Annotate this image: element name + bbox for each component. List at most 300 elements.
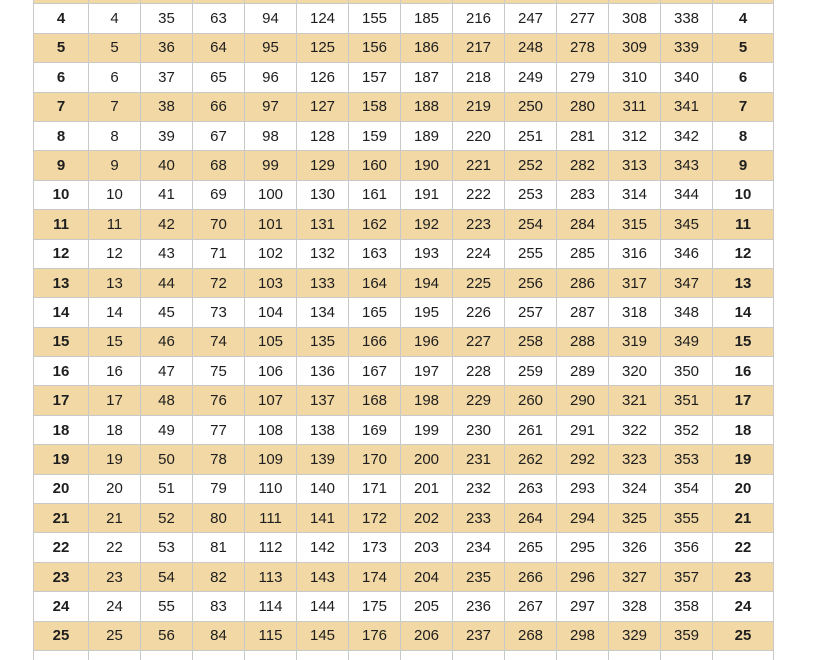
- table-row: [34, 327, 774, 356]
- day-of-year-cell: 252: [505, 151, 557, 180]
- day-of-year-cell: 174: [349, 562, 401, 591]
- day-of-year-cell: 105: [245, 327, 297, 356]
- day-of-year-cell: 353: [661, 445, 713, 474]
- day-of-year-cell: 295: [557, 533, 609, 562]
- day-of-year-cell: 261: [505, 415, 557, 444]
- day-of-year-cell: 349: [661, 327, 713, 356]
- day-of-year-cell: 38: [141, 92, 193, 121]
- day-of-year-cell: 319: [609, 327, 661, 356]
- day-of-year-cell: 166: [349, 327, 401, 356]
- day-of-month-cell: 10: [713, 180, 774, 209]
- day-of-year-cell: 21: [89, 504, 141, 533]
- day-of-month-cell: 23: [713, 562, 774, 591]
- day-of-year-cell: 311: [609, 92, 661, 121]
- day-of-month-cell: 24: [34, 592, 89, 621]
- day-of-year-cell: 94: [245, 4, 297, 33]
- day-of-year-cell: 109: [245, 445, 297, 474]
- day-of-year-cell: 49: [141, 415, 193, 444]
- day-of-year-cell: 167: [349, 357, 401, 386]
- day-of-year-cell: 100: [245, 180, 297, 209]
- day-of-year-cell: 250: [505, 92, 557, 121]
- day-of-year-cell: 50: [141, 445, 193, 474]
- table-row: [34, 180, 774, 209]
- day-of-year-cell: 204: [401, 562, 453, 591]
- day-of-year-cell: 205: [401, 592, 453, 621]
- day-of-year-cell: [297, 650, 349, 660]
- day-of-year-cell: 278: [557, 33, 609, 62]
- day-of-year-cell: 352: [661, 415, 713, 444]
- day-of-year-cell: 217: [453, 33, 505, 62]
- day-of-year-cell: 52: [141, 504, 193, 533]
- day-of-year-cell: 63: [193, 4, 245, 33]
- day-of-year-cell: 266: [505, 562, 557, 591]
- day-of-year-cell: 131: [297, 210, 349, 239]
- day-of-year-cell: 359: [661, 621, 713, 650]
- day-of-year-cell: 318: [609, 298, 661, 327]
- day-of-year-cell: 346: [661, 239, 713, 268]
- day-of-year-cell: 74: [193, 327, 245, 356]
- day-of-year-cell: 134: [297, 298, 349, 327]
- day-of-year-cell: [453, 650, 505, 660]
- day-of-month-cell: [713, 650, 774, 660]
- day-of-year-cell: 160: [349, 151, 401, 180]
- table-row: [34, 386, 774, 415]
- day-of-year-cell: 39: [141, 121, 193, 150]
- table-row: [34, 474, 774, 503]
- day-of-year-cell: 143: [297, 562, 349, 591]
- day-of-year-cell: 168: [349, 386, 401, 415]
- day-of-year-cell: 108: [245, 415, 297, 444]
- day-of-year-cell: [557, 650, 609, 660]
- day-of-year-cell: 253: [505, 180, 557, 209]
- day-of-year-cell: 107: [245, 386, 297, 415]
- day-of-year-cell: 156: [349, 33, 401, 62]
- day-of-year-cell: 221: [453, 151, 505, 180]
- day-of-year-table: [33, 0, 774, 660]
- table-row: [34, 621, 774, 650]
- day-of-year-cell: [401, 650, 453, 660]
- day-of-year-cell: 163: [349, 239, 401, 268]
- day-of-year-cell: [349, 650, 401, 660]
- table-row: [34, 533, 774, 562]
- day-of-year-cell: 142: [297, 533, 349, 562]
- day-of-year-cell: 249: [505, 63, 557, 92]
- day-of-year-cell: 227: [453, 327, 505, 356]
- day-of-year-cell: 350: [661, 357, 713, 386]
- day-of-year-cell: 106: [245, 357, 297, 386]
- day-of-year-cell: 99: [245, 151, 297, 180]
- day-of-year-cell: 138: [297, 415, 349, 444]
- day-of-year-cell: 139: [297, 445, 349, 474]
- day-of-year-cell: 251: [505, 121, 557, 150]
- day-of-year-cell: 196: [401, 327, 453, 356]
- day-of-year-cell: 291: [557, 415, 609, 444]
- day-of-year-cell: 347: [661, 268, 713, 297]
- table-row: [34, 4, 774, 33]
- day-of-year-cell: 224: [453, 239, 505, 268]
- table-row: [34, 63, 774, 92]
- day-of-year-cell: 73: [193, 298, 245, 327]
- day-of-year-cell: 96: [245, 63, 297, 92]
- day-of-year-cell: 54: [141, 562, 193, 591]
- day-of-year-cell: 357: [661, 562, 713, 591]
- day-of-year-cell: 129: [297, 151, 349, 180]
- day-of-year-cell: 4: [89, 4, 141, 33]
- day-of-year-cell: 294: [557, 504, 609, 533]
- day-of-year-cell: 313: [609, 151, 661, 180]
- day-of-year-cell: 308: [609, 4, 661, 33]
- day-of-year-cell: 230: [453, 415, 505, 444]
- day-of-year-cell: 132: [297, 239, 349, 268]
- day-of-year-cell: 11: [89, 210, 141, 239]
- day-of-year-cell: 10: [89, 180, 141, 209]
- day-of-year-cell: 293: [557, 474, 609, 503]
- day-of-year-cell: 76: [193, 386, 245, 415]
- day-of-year-cell: 351: [661, 386, 713, 415]
- day-of-year-cell: 248: [505, 33, 557, 62]
- day-of-year-cell: 267: [505, 592, 557, 621]
- day-of-year-cell: 229: [453, 386, 505, 415]
- day-of-year-cell: 340: [661, 63, 713, 92]
- day-of-year-cell: 348: [661, 298, 713, 327]
- table-row: [34, 592, 774, 621]
- day-of-year-cell: 310: [609, 63, 661, 92]
- day-of-year-cell: 36: [141, 33, 193, 62]
- day-of-year-cell: 112: [245, 533, 297, 562]
- day-of-year-cell: 41: [141, 180, 193, 209]
- day-of-year-cell: 185: [401, 4, 453, 33]
- day-of-month-cell: 15: [34, 327, 89, 356]
- day-of-year-cell: 234: [453, 533, 505, 562]
- day-of-year-cell: 292: [557, 445, 609, 474]
- day-of-year-cell: 237: [453, 621, 505, 650]
- day-of-year-cell: 358: [661, 592, 713, 621]
- day-of-year-cell: 20: [89, 474, 141, 503]
- day-of-year-cell: 157: [349, 63, 401, 92]
- day-of-year-cell: 69: [193, 180, 245, 209]
- day-of-year-cell: 125: [297, 33, 349, 62]
- day-of-year-cell: 231: [453, 445, 505, 474]
- day-of-year-cell: 286: [557, 268, 609, 297]
- day-of-year-cell: 258: [505, 327, 557, 356]
- day-of-year-cell: 66: [193, 92, 245, 121]
- day-of-year-cell: 82: [193, 562, 245, 591]
- day-of-month-cell: 14: [34, 298, 89, 327]
- day-of-month-cell: 4: [713, 4, 774, 33]
- day-of-year-cell: 164: [349, 268, 401, 297]
- day-of-year-cell: 17: [89, 386, 141, 415]
- day-of-year-cell: 140: [297, 474, 349, 503]
- day-of-year-cell: 75: [193, 357, 245, 386]
- day-of-year-cell: 19: [89, 445, 141, 474]
- table-row-clipped: [34, 650, 774, 660]
- day-of-month-cell: 13: [34, 268, 89, 297]
- day-of-year-cell: 287: [557, 298, 609, 327]
- day-of-year-cell: 115: [245, 621, 297, 650]
- day-of-month-cell: 12: [34, 239, 89, 268]
- day-of-year-cell: 67: [193, 121, 245, 150]
- day-of-year-cell: 199: [401, 415, 453, 444]
- table-row: [34, 445, 774, 474]
- day-of-year-cell: 197: [401, 357, 453, 386]
- day-of-year-cell: 14: [89, 298, 141, 327]
- day-of-year-cell: 169: [349, 415, 401, 444]
- day-of-year-cell: 51: [141, 474, 193, 503]
- day-of-year-cell: 316: [609, 239, 661, 268]
- day-of-year-cell: 42: [141, 210, 193, 239]
- day-of-year-cell: 228: [453, 357, 505, 386]
- day-of-year-cell: 317: [609, 268, 661, 297]
- day-of-year-cell: 193: [401, 239, 453, 268]
- day-of-year-cell: 9: [89, 151, 141, 180]
- day-of-year-cell: 136: [297, 357, 349, 386]
- day-of-year-cell: 262: [505, 445, 557, 474]
- day-of-year-cell: 176: [349, 621, 401, 650]
- day-of-month-cell: 17: [34, 386, 89, 415]
- day-of-year-cell: 46: [141, 327, 193, 356]
- day-of-year-cell: 314: [609, 180, 661, 209]
- day-of-year-cell: 8: [89, 121, 141, 150]
- day-of-year-cell: 195: [401, 298, 453, 327]
- day-of-year-cell: 341: [661, 92, 713, 121]
- day-of-year-cell: 188: [401, 92, 453, 121]
- day-of-year-cell: 284: [557, 210, 609, 239]
- day-of-year-cell: 344: [661, 180, 713, 209]
- day-of-year-cell: 325: [609, 504, 661, 533]
- table-row: [34, 33, 774, 62]
- day-of-month-cell: 20: [34, 474, 89, 503]
- day-of-year-cell: 259: [505, 357, 557, 386]
- day-of-year-cell: 98: [245, 121, 297, 150]
- day-of-year-cell: 187: [401, 63, 453, 92]
- day-of-month-cell: 22: [713, 533, 774, 562]
- day-of-year-cell: 281: [557, 121, 609, 150]
- day-of-year-cell: 15: [89, 327, 141, 356]
- day-of-year-cell: 102: [245, 239, 297, 268]
- day-of-year-cell: 47: [141, 357, 193, 386]
- day-of-year-cell: 280: [557, 92, 609, 121]
- day-of-year-cell: 320: [609, 357, 661, 386]
- table-row: [34, 357, 774, 386]
- day-of-year-cell: 13: [89, 268, 141, 297]
- table-row: [34, 562, 774, 591]
- day-of-year-cell: 23: [89, 562, 141, 591]
- day-of-year-cell: 133: [297, 268, 349, 297]
- day-of-year-cell: 326: [609, 533, 661, 562]
- day-of-year-cell: 81: [193, 533, 245, 562]
- day-of-year-cell: 95: [245, 33, 297, 62]
- day-of-month-cell: 5: [713, 33, 774, 62]
- day-of-month-cell: 22: [34, 533, 89, 562]
- day-of-month-cell: 24: [713, 592, 774, 621]
- table-row: [34, 298, 774, 327]
- day-of-year-cell: 264: [505, 504, 557, 533]
- day-of-year-cell: 65: [193, 63, 245, 92]
- day-of-year-cell: 265: [505, 533, 557, 562]
- day-of-year-cell: 83: [193, 592, 245, 621]
- day-of-year-cell: 6: [89, 63, 141, 92]
- day-of-month-cell: [34, 650, 89, 660]
- day-of-month-cell: 6: [34, 63, 89, 92]
- day-of-month-cell: 25: [713, 621, 774, 650]
- day-of-month-cell: 8: [34, 121, 89, 150]
- day-of-year-cell: 257: [505, 298, 557, 327]
- day-of-year-cell: 113: [245, 562, 297, 591]
- day-of-year-cell: 268: [505, 621, 557, 650]
- day-of-year-cell: 321: [609, 386, 661, 415]
- day-of-year-cell: 35: [141, 4, 193, 33]
- day-of-year-cell: 288: [557, 327, 609, 356]
- day-of-year-cell: 279: [557, 63, 609, 92]
- day-of-year-cell: 343: [661, 151, 713, 180]
- table-row: [34, 504, 774, 533]
- day-of-year-cell: 289: [557, 357, 609, 386]
- day-of-year-cell: [609, 650, 661, 660]
- day-of-month-cell: 18: [34, 415, 89, 444]
- day-of-year-cell: 130: [297, 180, 349, 209]
- day-of-month-cell: 13: [713, 268, 774, 297]
- day-of-year-cell: 44: [141, 268, 193, 297]
- day-of-year-cell: 345: [661, 210, 713, 239]
- day-of-year-cell: 175: [349, 592, 401, 621]
- day-of-month-cell: 7: [713, 92, 774, 121]
- day-of-year-cell: 170: [349, 445, 401, 474]
- day-of-year-cell: 165: [349, 298, 401, 327]
- day-of-year-cell: 323: [609, 445, 661, 474]
- day-of-year-cell: 72: [193, 268, 245, 297]
- day-of-month-cell: 20: [713, 474, 774, 503]
- day-of-year-cell: 190: [401, 151, 453, 180]
- table-row: [34, 210, 774, 239]
- day-of-year-cell: 232: [453, 474, 505, 503]
- day-of-year-cell: 12: [89, 239, 141, 268]
- day-of-year-cell: 5: [89, 33, 141, 62]
- day-of-month-cell: 9: [34, 151, 89, 180]
- day-of-year-cell: 297: [557, 592, 609, 621]
- day-of-year-cell: 43: [141, 239, 193, 268]
- day-of-month-cell: 19: [713, 445, 774, 474]
- day-of-year-cell: 37: [141, 63, 193, 92]
- day-of-month-cell: 18: [713, 415, 774, 444]
- day-of-year-cell: 104: [245, 298, 297, 327]
- day-of-year-cell: 171: [349, 474, 401, 503]
- day-of-month-cell: 17: [713, 386, 774, 415]
- day-of-year-cell: 111: [245, 504, 297, 533]
- day-of-year-cell: 97: [245, 92, 297, 121]
- day-of-month-cell: 9: [713, 151, 774, 180]
- day-of-year-cell: 218: [453, 63, 505, 92]
- day-of-year-cell: 173: [349, 533, 401, 562]
- day-of-year-cell: 45: [141, 298, 193, 327]
- day-of-year-cell: 161: [349, 180, 401, 209]
- day-of-year-cell: 55: [141, 592, 193, 621]
- day-of-month-cell: 15: [713, 327, 774, 356]
- day-of-year-cell: 285: [557, 239, 609, 268]
- day-of-year-cell: 71: [193, 239, 245, 268]
- day-of-year-cell: 186: [401, 33, 453, 62]
- day-of-year-cell: 338: [661, 4, 713, 33]
- day-of-year-cell: 53: [141, 533, 193, 562]
- day-of-year-cell: 324: [609, 474, 661, 503]
- day-of-year-cell: 220: [453, 121, 505, 150]
- day-of-month-cell: 14: [713, 298, 774, 327]
- table-row: [34, 415, 774, 444]
- table-row: [34, 239, 774, 268]
- table-row: [34, 92, 774, 121]
- day-of-year-cell: 48: [141, 386, 193, 415]
- day-of-month-cell: 12: [713, 239, 774, 268]
- day-of-year-cell: [141, 650, 193, 660]
- day-of-year-cell: 233: [453, 504, 505, 533]
- day-of-year-cell: 339: [661, 33, 713, 62]
- day-of-year-cell: 342: [661, 121, 713, 150]
- day-of-year-cell: 79: [193, 474, 245, 503]
- day-of-year-cell: 222: [453, 180, 505, 209]
- day-of-year-cell: 225: [453, 268, 505, 297]
- day-of-year-cell: 298: [557, 621, 609, 650]
- day-of-year-cell: [193, 650, 245, 660]
- day-of-year-cell: 354: [661, 474, 713, 503]
- day-of-year-cell: 70: [193, 210, 245, 239]
- day-of-year-cell: 202: [401, 504, 453, 533]
- day-of-month-cell: 16: [34, 357, 89, 386]
- day-of-month-cell: 11: [713, 210, 774, 239]
- day-of-month-cell: 21: [34, 504, 89, 533]
- day-of-year-cell: 247: [505, 4, 557, 33]
- day-of-year-cell: 255: [505, 239, 557, 268]
- day-of-year-cell: 200: [401, 445, 453, 474]
- day-of-year-cell: 322: [609, 415, 661, 444]
- day-of-year-cell: 201: [401, 474, 453, 503]
- day-of-year-cell: 80: [193, 504, 245, 533]
- day-of-year-cell: 223: [453, 210, 505, 239]
- day-of-year-cell: 24: [89, 592, 141, 621]
- day-of-year-cell: 194: [401, 268, 453, 297]
- day-of-year-cell: 328: [609, 592, 661, 621]
- day-of-year-cell: 216: [453, 4, 505, 33]
- day-of-year-cell: 256: [505, 268, 557, 297]
- day-of-year-cell: 16: [89, 357, 141, 386]
- day-of-month-cell: 19: [34, 445, 89, 474]
- day-of-year-cell: 219: [453, 92, 505, 121]
- day-of-year-cell: 254: [505, 210, 557, 239]
- day-of-year-cell: 155: [349, 4, 401, 33]
- day-of-year-cell: 144: [297, 592, 349, 621]
- day-of-year-cell: 312: [609, 121, 661, 150]
- day-of-year-cell: 315: [609, 210, 661, 239]
- day-of-year-cell: [89, 650, 141, 660]
- day-of-month-cell: 25: [34, 621, 89, 650]
- day-of-year-cell: 101: [245, 210, 297, 239]
- day-of-year-cell: 198: [401, 386, 453, 415]
- table-row: [34, 151, 774, 180]
- day-of-year-cell: 78: [193, 445, 245, 474]
- day-of-year-cell: 25: [89, 621, 141, 650]
- day-of-month-cell: 11: [34, 210, 89, 239]
- day-of-year-cell: 158: [349, 92, 401, 121]
- day-of-year-cell: 135: [297, 327, 349, 356]
- day-of-year-cell: 40: [141, 151, 193, 180]
- day-of-year-cell: 64: [193, 33, 245, 62]
- day-of-year-cell: 277: [557, 4, 609, 33]
- day-of-year-cell: 77: [193, 415, 245, 444]
- day-of-year-cell: 172: [349, 504, 401, 533]
- day-of-year-cell: 189: [401, 121, 453, 150]
- day-of-year-cell: 145: [297, 621, 349, 650]
- day-of-year-cell: [661, 650, 713, 660]
- day-of-year-cell: 110: [245, 474, 297, 503]
- day-of-year-cell: 236: [453, 592, 505, 621]
